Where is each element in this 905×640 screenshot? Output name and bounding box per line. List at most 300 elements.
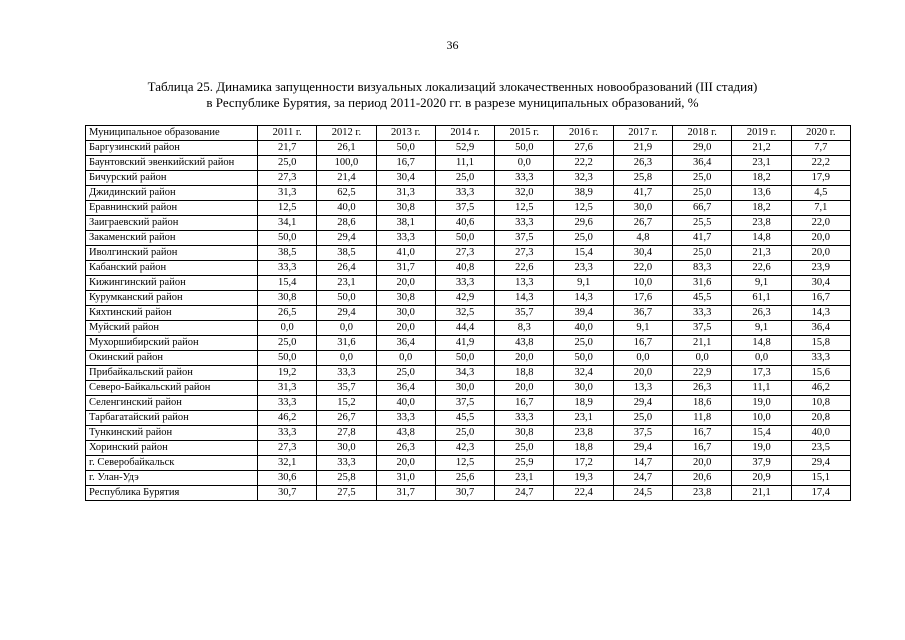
- municipality-name-cell: Еравнинский район: [86, 201, 258, 216]
- value-cell: 8,3: [495, 321, 554, 336]
- value-cell: 35,7: [317, 381, 376, 396]
- value-cell: 25,0: [495, 441, 554, 456]
- value-cell: 33,3: [435, 276, 494, 291]
- value-cell: 26,7: [613, 216, 672, 231]
- value-cell: 20,0: [376, 276, 435, 291]
- value-cell: 18,9: [554, 396, 613, 411]
- value-cell: 45,5: [435, 411, 494, 426]
- value-cell: 19,0: [732, 441, 791, 456]
- municipality-name-cell: Мухоршибирский район: [86, 336, 258, 351]
- value-cell: 30,6: [258, 471, 317, 486]
- value-cell: 33,3: [258, 396, 317, 411]
- header-year: 2016 г.: [554, 126, 613, 141]
- value-cell: 28,6: [317, 216, 376, 231]
- header-year: 2013 г.: [376, 126, 435, 141]
- value-cell: 27,3: [258, 171, 317, 186]
- value-cell: 15,4: [732, 426, 791, 441]
- municipality-name-cell: Тункинский район: [86, 426, 258, 441]
- value-cell: 25,8: [613, 171, 672, 186]
- value-cell: 43,8: [376, 426, 435, 441]
- value-cell: 31,6: [317, 336, 376, 351]
- value-cell: 25,0: [554, 336, 613, 351]
- value-cell: 16,7: [673, 426, 732, 441]
- table-row: [86, 441, 851, 456]
- value-cell: 35,7: [495, 306, 554, 321]
- value-cell: 20,0: [495, 381, 554, 396]
- value-cell: 9,1: [732, 321, 791, 336]
- value-cell: 0,0: [317, 351, 376, 366]
- value-cell: 27,8: [317, 426, 376, 441]
- value-cell: 40,8: [435, 261, 494, 276]
- value-cell: 25,0: [613, 411, 672, 426]
- table-row: [86, 426, 851, 441]
- value-cell: 10,0: [613, 276, 672, 291]
- table-row: [86, 366, 851, 381]
- value-cell: 30,0: [317, 441, 376, 456]
- value-cell: 26,5: [258, 306, 317, 321]
- value-cell: 30,0: [376, 306, 435, 321]
- value-cell: 41,7: [613, 186, 672, 201]
- value-cell: 25,0: [435, 171, 494, 186]
- value-cell: 25,0: [554, 231, 613, 246]
- value-cell: 36,7: [613, 306, 672, 321]
- value-cell: 40,0: [554, 321, 613, 336]
- table-title-line1: Таблица 25. Динамика запущенности визуальных локализаций злокачественных новообразований (III стадия): [147, 79, 758, 94]
- municipality-name-cell: г. Северобайкальск: [86, 456, 258, 471]
- value-cell: 23,3: [554, 261, 613, 276]
- value-cell: 37,5: [435, 201, 494, 216]
- value-cell: 30,8: [376, 291, 435, 306]
- value-cell: 16,7: [673, 441, 732, 456]
- value-cell: 20,0: [613, 366, 672, 381]
- value-cell: 16,7: [495, 396, 554, 411]
- value-cell: 23,8: [554, 426, 613, 441]
- municipality-name-cell: Баргузинский район: [86, 141, 258, 156]
- value-cell: 10,8: [791, 396, 850, 411]
- value-cell: 24,5: [613, 486, 672, 501]
- value-cell: 33,3: [376, 411, 435, 426]
- value-cell: 25,5: [673, 216, 732, 231]
- value-cell: 21,7: [258, 141, 317, 156]
- value-cell: 29,0: [673, 141, 732, 156]
- value-cell: 25,0: [258, 156, 317, 171]
- table-row: [86, 186, 851, 201]
- value-cell: 22,6: [732, 261, 791, 276]
- value-cell: 50,0: [554, 351, 613, 366]
- value-cell: 9,1: [554, 276, 613, 291]
- table-row: [86, 306, 851, 321]
- value-cell: 13,6: [732, 186, 791, 201]
- value-cell: 20,6: [673, 471, 732, 486]
- value-cell: 15,8: [791, 336, 850, 351]
- table-body: [86, 141, 851, 501]
- value-cell: 23,8: [732, 216, 791, 231]
- municipality-name-cell: Джидинский район: [86, 186, 258, 201]
- data-table: [85, 125, 851, 501]
- value-cell: 25,8: [317, 471, 376, 486]
- municipality-name-cell: Селенгинский район: [86, 396, 258, 411]
- table-row: [86, 231, 851, 246]
- value-cell: 15,4: [554, 246, 613, 261]
- header-municipality: Муниципальное образование: [86, 126, 258, 141]
- value-cell: 0,0: [673, 351, 732, 366]
- value-cell: 7,7: [791, 141, 850, 156]
- municipality-name-cell: Хоринский район: [86, 441, 258, 456]
- value-cell: 27,3: [495, 246, 554, 261]
- value-cell: 39,4: [554, 306, 613, 321]
- municipality-name-cell: Кабанский район: [86, 261, 258, 276]
- municipality-name-cell: Тарбагатайский район: [86, 411, 258, 426]
- value-cell: 17,9: [791, 171, 850, 186]
- value-cell: 20,0: [376, 321, 435, 336]
- value-cell: 30,0: [613, 201, 672, 216]
- value-cell: 33,3: [495, 411, 554, 426]
- value-cell: 25,6: [435, 471, 494, 486]
- municipality-name-cell: Баунтовский эвенкийский район: [86, 156, 258, 171]
- value-cell: 22,2: [554, 156, 613, 171]
- value-cell: 25,0: [435, 426, 494, 441]
- value-cell: 30,4: [376, 171, 435, 186]
- value-cell: 14,3: [495, 291, 554, 306]
- value-cell: 18,8: [495, 366, 554, 381]
- value-cell: 23,1: [317, 276, 376, 291]
- value-cell: 40,0: [376, 396, 435, 411]
- value-cell: 66,7: [673, 201, 732, 216]
- value-cell: 46,2: [258, 411, 317, 426]
- value-cell: 12,5: [554, 201, 613, 216]
- table-row: [86, 141, 851, 156]
- value-cell: 33,3: [495, 171, 554, 186]
- value-cell: 13,3: [613, 381, 672, 396]
- value-cell: 9,1: [613, 321, 672, 336]
- value-cell: 50,0: [258, 351, 317, 366]
- value-cell: 29,4: [317, 231, 376, 246]
- value-cell: 33,3: [258, 426, 317, 441]
- value-cell: 29,4: [613, 396, 672, 411]
- value-cell: 19,0: [732, 396, 791, 411]
- value-cell: 33,3: [435, 186, 494, 201]
- value-cell: 26,1: [317, 141, 376, 156]
- table-row: [86, 336, 851, 351]
- value-cell: 31,6: [673, 276, 732, 291]
- value-cell: 22,4: [554, 486, 613, 501]
- municipality-name-cell: Курумканский район: [86, 291, 258, 306]
- municipality-name-cell: Прибайкальский район: [86, 366, 258, 381]
- value-cell: 15,4: [258, 276, 317, 291]
- value-cell: 27,3: [258, 441, 317, 456]
- value-cell: 14,7: [613, 456, 672, 471]
- table-row: [86, 201, 851, 216]
- value-cell: 9,1: [732, 276, 791, 291]
- value-cell: 38,5: [317, 246, 376, 261]
- value-cell: 31,0: [376, 471, 435, 486]
- table-row: [86, 261, 851, 276]
- value-cell: 0,0: [317, 321, 376, 336]
- table-header-row: [86, 126, 851, 141]
- value-cell: 43,8: [495, 336, 554, 351]
- value-cell: 12,5: [495, 201, 554, 216]
- value-cell: 0,0: [613, 351, 672, 366]
- value-cell: 38,1: [376, 216, 435, 231]
- value-cell: 36,4: [376, 336, 435, 351]
- table-row: [86, 411, 851, 426]
- value-cell: 21,3: [732, 246, 791, 261]
- value-cell: 32,5: [435, 306, 494, 321]
- table-row: [86, 351, 851, 366]
- value-cell: 33,3: [376, 231, 435, 246]
- value-cell: 37,5: [613, 426, 672, 441]
- value-cell: 0,0: [495, 156, 554, 171]
- value-cell: 20,0: [791, 231, 850, 246]
- value-cell: 15,1: [791, 471, 850, 486]
- value-cell: 22,9: [673, 366, 732, 381]
- value-cell: 17,6: [613, 291, 672, 306]
- value-cell: 33,3: [317, 366, 376, 381]
- value-cell: 0,0: [732, 351, 791, 366]
- value-cell: 16,7: [791, 291, 850, 306]
- value-cell: 31,3: [376, 186, 435, 201]
- value-cell: 29,4: [613, 441, 672, 456]
- value-cell: 22,2: [791, 156, 850, 171]
- table-row: [86, 171, 851, 186]
- table-row: [86, 216, 851, 231]
- value-cell: 20,9: [732, 471, 791, 486]
- value-cell: 18,8: [554, 441, 613, 456]
- value-cell: 38,9: [554, 186, 613, 201]
- value-cell: 37,9: [732, 456, 791, 471]
- municipality-name-cell: Заиграевский район: [86, 216, 258, 231]
- value-cell: 26,3: [376, 441, 435, 456]
- value-cell: 11,1: [732, 381, 791, 396]
- value-cell: 31,7: [376, 486, 435, 501]
- value-cell: 21,2: [732, 141, 791, 156]
- value-cell: 27,3: [435, 246, 494, 261]
- header-year: 2020 г.: [791, 126, 850, 141]
- value-cell: 50,0: [435, 351, 494, 366]
- value-cell: 36,4: [673, 156, 732, 171]
- value-cell: 21,9: [613, 141, 672, 156]
- value-cell: 25,0: [258, 336, 317, 351]
- value-cell: 12,5: [435, 456, 494, 471]
- municipality-name-cell: Иволгинский район: [86, 246, 258, 261]
- value-cell: 14,3: [791, 306, 850, 321]
- value-cell: 32,4: [554, 366, 613, 381]
- value-cell: 4,8: [613, 231, 672, 246]
- value-cell: 50,0: [435, 231, 494, 246]
- value-cell: 30,8: [258, 291, 317, 306]
- value-cell: 30,4: [613, 246, 672, 261]
- municipality-name-cell: Кяхтинский район: [86, 306, 258, 321]
- value-cell: 23,5: [791, 441, 850, 456]
- value-cell: 14,3: [554, 291, 613, 306]
- value-cell: 29,6: [554, 216, 613, 231]
- value-cell: 40,6: [435, 216, 494, 231]
- value-cell: 10,0: [732, 411, 791, 426]
- value-cell: 46,2: [791, 381, 850, 396]
- value-cell: 18,6: [673, 396, 732, 411]
- value-cell: 4,5: [791, 186, 850, 201]
- value-cell: 23,1: [495, 471, 554, 486]
- table-row: [86, 321, 851, 336]
- value-cell: 27,6: [554, 141, 613, 156]
- value-cell: 20,8: [791, 411, 850, 426]
- value-cell: 50,0: [495, 141, 554, 156]
- value-cell: 23,9: [791, 261, 850, 276]
- value-cell: 23,8: [673, 486, 732, 501]
- value-cell: 25,0: [673, 186, 732, 201]
- value-cell: 20,0: [376, 456, 435, 471]
- value-cell: 30,0: [435, 381, 494, 396]
- value-cell: 34,1: [258, 216, 317, 231]
- value-cell: 41,9: [435, 336, 494, 351]
- value-cell: 42,3: [435, 441, 494, 456]
- value-cell: 21,1: [673, 336, 732, 351]
- value-cell: 100,0: [317, 156, 376, 171]
- header-year: 2018 г.: [673, 126, 732, 141]
- value-cell: 11,8: [673, 411, 732, 426]
- value-cell: 18,2: [732, 201, 791, 216]
- value-cell: 30,8: [376, 201, 435, 216]
- table-row: [86, 471, 851, 486]
- value-cell: 14,8: [732, 231, 791, 246]
- table-row: [86, 456, 851, 471]
- page-number: 36: [446, 38, 459, 52]
- value-cell: 34,3: [435, 366, 494, 381]
- value-cell: 36,4: [791, 321, 850, 336]
- value-cell: 18,2: [732, 171, 791, 186]
- value-cell: 19,2: [258, 366, 317, 381]
- header-year: 2019 г.: [732, 126, 791, 141]
- value-cell: 29,4: [317, 306, 376, 321]
- value-cell: 11,1: [435, 156, 494, 171]
- municipality-name-cell: Окинский район: [86, 351, 258, 366]
- value-cell: 31,3: [258, 186, 317, 201]
- table-row: [86, 396, 851, 411]
- value-cell: 26,3: [613, 156, 672, 171]
- header-year: 2014 г.: [435, 126, 494, 141]
- table-row: [86, 156, 851, 171]
- value-cell: 16,7: [613, 336, 672, 351]
- value-cell: 0,0: [258, 321, 317, 336]
- value-cell: 41,0: [376, 246, 435, 261]
- municipality-name-cell: г. Улан-Удэ: [86, 471, 258, 486]
- value-cell: 33,3: [495, 216, 554, 231]
- value-cell: 13,3: [495, 276, 554, 291]
- value-cell: 36,4: [376, 381, 435, 396]
- value-cell: 14,8: [732, 336, 791, 351]
- value-cell: 30,7: [435, 486, 494, 501]
- value-cell: 33,3: [317, 456, 376, 471]
- value-cell: 30,4: [791, 276, 850, 291]
- value-cell: 33,3: [791, 351, 850, 366]
- value-cell: 15,6: [791, 366, 850, 381]
- table-row: [86, 381, 851, 396]
- value-cell: 22,0: [613, 261, 672, 276]
- value-cell: 31,7: [376, 261, 435, 276]
- value-cell: 33,3: [673, 306, 732, 321]
- value-cell: 15,2: [317, 396, 376, 411]
- value-cell: 26,4: [317, 261, 376, 276]
- municipality-name-cell: Закаменский район: [86, 231, 258, 246]
- table-row: [86, 291, 851, 306]
- value-cell: 45,5: [673, 291, 732, 306]
- value-cell: 19,3: [554, 471, 613, 486]
- value-cell: 12,5: [258, 201, 317, 216]
- value-cell: 37,5: [435, 396, 494, 411]
- municipality-name-cell: Республика Бурятия: [86, 486, 258, 501]
- value-cell: 41,7: [673, 231, 732, 246]
- header-year: 2012 г.: [317, 126, 376, 141]
- value-cell: 32,0: [495, 186, 554, 201]
- value-cell: 50,0: [376, 141, 435, 156]
- value-cell: 7,1: [791, 201, 850, 216]
- header-year: 2015 г.: [495, 126, 554, 141]
- value-cell: 26,7: [317, 411, 376, 426]
- municipality-name-cell: Кижингинский район: [86, 276, 258, 291]
- value-cell: 37,5: [495, 231, 554, 246]
- value-cell: 20,0: [673, 456, 732, 471]
- municipality-name-cell: Бичурский район: [86, 171, 258, 186]
- value-cell: 26,3: [673, 381, 732, 396]
- value-cell: 40,0: [317, 201, 376, 216]
- value-cell: 32,3: [554, 171, 613, 186]
- value-cell: 30,0: [554, 381, 613, 396]
- value-cell: 30,8: [495, 426, 554, 441]
- header-year: 2011 г.: [258, 126, 317, 141]
- value-cell: 30,7: [258, 486, 317, 501]
- value-cell: 50,0: [317, 291, 376, 306]
- value-cell: 33,3: [258, 261, 317, 276]
- table-title-line2: в Республике Бурятия, за период 2011-2020 гг. в разрезе муниципальных образований, %: [206, 95, 699, 110]
- value-cell: 20,0: [791, 246, 850, 261]
- value-cell: 24,7: [613, 471, 672, 486]
- value-cell: 25,0: [673, 171, 732, 186]
- value-cell: 32,1: [258, 456, 317, 471]
- table-title: [60, 79, 845, 111]
- value-cell: 38,5: [258, 246, 317, 261]
- value-cell: 17,2: [554, 456, 613, 471]
- value-cell: 25,0: [376, 366, 435, 381]
- value-cell: 40,0: [791, 426, 850, 441]
- value-cell: 61,1: [732, 291, 791, 306]
- value-cell: 16,7: [376, 156, 435, 171]
- value-cell: 37,5: [673, 321, 732, 336]
- value-cell: 17,3: [732, 366, 791, 381]
- municipality-name-cell: Муйский район: [86, 321, 258, 336]
- value-cell: 42,9: [435, 291, 494, 306]
- value-cell: 23,1: [554, 411, 613, 426]
- value-cell: 44,4: [435, 321, 494, 336]
- value-cell: 0,0: [376, 351, 435, 366]
- value-cell: 27,5: [317, 486, 376, 501]
- value-cell: 52,9: [435, 141, 494, 156]
- value-cell: 26,3: [732, 306, 791, 321]
- value-cell: 20,0: [495, 351, 554, 366]
- table-row: [86, 246, 851, 261]
- value-cell: 23,1: [732, 156, 791, 171]
- table-row: [86, 486, 851, 501]
- value-cell: 17,4: [791, 486, 850, 501]
- value-cell: 25,0: [673, 246, 732, 261]
- value-cell: 25,9: [495, 456, 554, 471]
- value-cell: 62,5: [317, 186, 376, 201]
- value-cell: 24,7: [495, 486, 554, 501]
- municipality-name-cell: Северо-Байкальский район: [86, 381, 258, 396]
- value-cell: 29,4: [791, 456, 850, 471]
- table-row: [86, 276, 851, 291]
- value-cell: 21,4: [317, 171, 376, 186]
- value-cell: 22,6: [495, 261, 554, 276]
